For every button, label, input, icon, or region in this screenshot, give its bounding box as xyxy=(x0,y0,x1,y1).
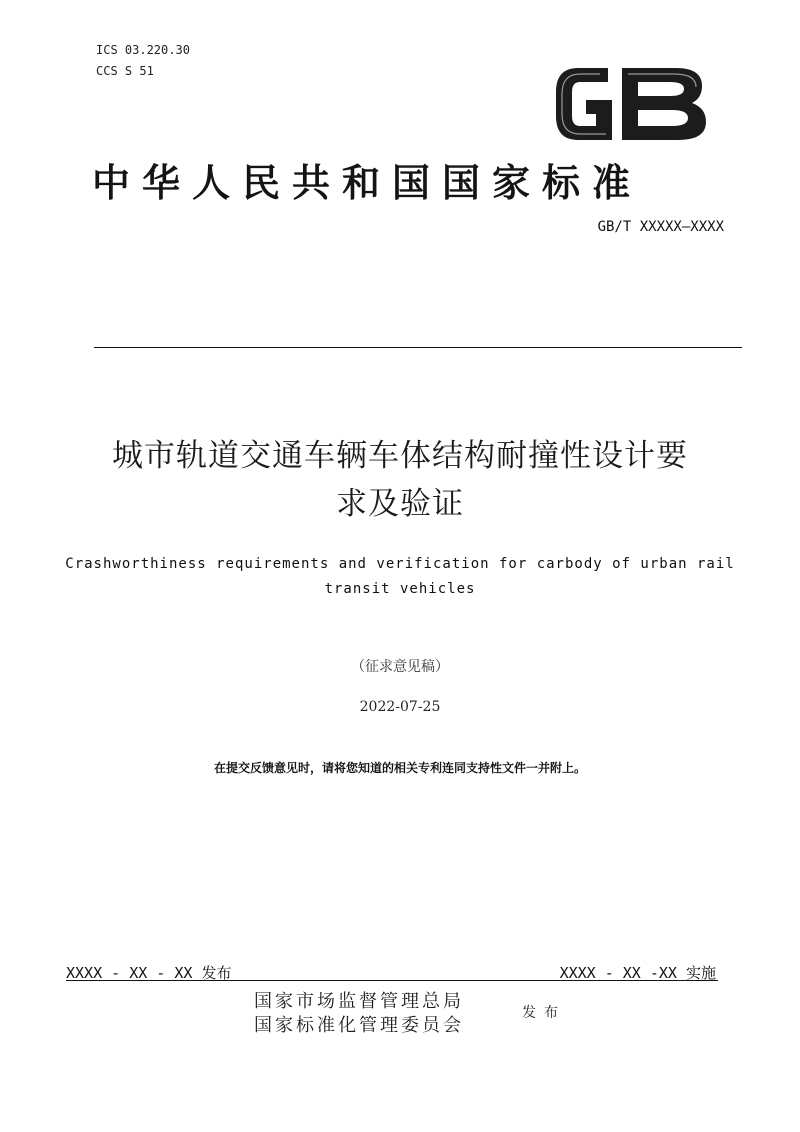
chinese-title xyxy=(60,432,740,528)
issue-date: XXXX - XX - XX 发布 xyxy=(66,964,232,982)
implementation-date: XXXX - XX -XX 实施 xyxy=(559,964,716,982)
standard-number: GB/T XXXXX—XXXX xyxy=(597,219,724,235)
chinese-title-line1: 城市轨道交通车辆车体结构耐撞性设计要 xyxy=(112,438,688,474)
ccs-code: CCS S 51 xyxy=(96,64,154,78)
header-divider xyxy=(94,347,742,348)
english-title-line1: Crashworthiness requirements and verification for carbody of urban rail xyxy=(65,556,735,572)
publish-label: 发布 xyxy=(522,1005,566,1021)
english-title xyxy=(50,552,750,602)
chinese-title-line2: 求及验证 xyxy=(336,486,464,522)
draft-date: 2022-07-25 xyxy=(359,699,441,715)
english-title-line2: transit vehicles xyxy=(324,581,476,597)
gb-logo xyxy=(550,62,710,146)
footer-divider xyxy=(66,980,718,981)
ics-code: ICS 03.220.30 xyxy=(96,43,190,57)
authority-sac: 国家标准化管理委员会 xyxy=(254,1015,464,1036)
classification-codes xyxy=(96,40,190,82)
patent-notice: 在提交反馈意见时，请将您知道的相关专利连同支持性文件一并附上。 xyxy=(213,761,586,775)
draft-stage: （征求意见稿） xyxy=(351,659,449,675)
authority-samr: 国家市场监督管理总局 xyxy=(254,991,464,1012)
national-standard-heading: 中华人民共和国国家标准 xyxy=(92,161,643,205)
issuing-authorities xyxy=(254,990,464,1038)
